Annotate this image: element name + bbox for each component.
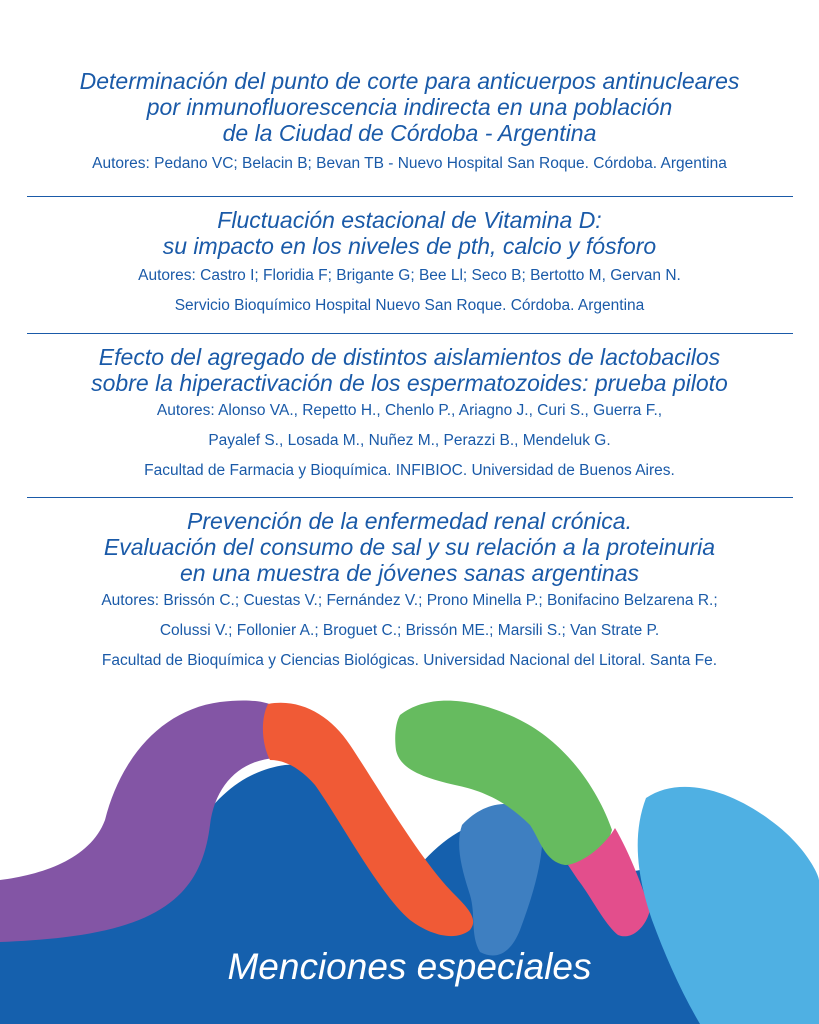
entry-authors-cont: Colussi V.; Follonier A.; Broguet C.; Brissón ME.; Marsili S.; Van Strate P.: [159, 622, 660, 639]
divider: [27, 196, 793, 197]
entry-title: [0, 344, 819, 396]
divider: [27, 333, 793, 334]
entry-1: [0, 68, 819, 182]
entry-title-line: sobre la hiperactivación de los espermatozoides: prueba piloto: [91, 370, 728, 396]
entry-authors: Autores: Pedano VC; Belacin B; Bevan TB - Nuevo Hospital San Roque. Córdoba. Argentina: [92, 155, 727, 172]
entry-title-line: Determinación del punto de corte para anticuerpos antinucleares: [79, 68, 740, 94]
divider: [27, 497, 793, 498]
entry-affiliation: Servicio Bioquímico Hospital Nuevo San Roque. Córdoba. Argentina: [174, 297, 645, 314]
entry-authors: Autores: Alonso VA., Repetto H., Chenlo P., Ariagno J., Curi S., Guerra F.,: [156, 402, 663, 419]
entry-affiliation: Facultad de Bioquímica y Ciencias Biológicas. Universidad Nacional del Litoral. Santa Fe.: [101, 652, 718, 669]
entry-title-line: su impacto en los niveles de pth, calcio y fósforo: [162, 233, 657, 259]
entry-4: [0, 508, 819, 676]
entry-title-line: de la Ciudad de Córdoba - Argentina: [222, 120, 597, 146]
entry-authors: Autores: Castro I; Floridia F; Brigante G; Bee Ll; Seco B; Bertotto M, Gervan N.: [138, 267, 681, 284]
entry-title: [0, 68, 819, 146]
entry-2: [0, 207, 819, 321]
entry-title-line: por inmunofluorescencia indirecta en una población: [146, 94, 673, 120]
section-title: Menciones especiales: [227, 946, 592, 987]
entry-affiliation: Facultad de Farmacia y Bioquímica. INFIBIOC. Universidad de Buenos Aires.: [144, 462, 675, 479]
entry-title: [0, 508, 819, 586]
entry-title-line: Prevención de la enfermedad renal crónica.: [187, 508, 632, 534]
entry-title-line: Efecto del agregado de distintos aislamientos de lactobacilos: [98, 344, 721, 370]
entry-title: [0, 207, 819, 259]
entry-title-line: Evaluación del consumo de sal y su relación a la proteinuria: [103, 534, 716, 560]
entry-title-line: Fluctuación estacional de Vitamina D:: [217, 207, 602, 233]
entry-authors: Autores: Brissón C.; Cuestas V.; Fernández V.; Prono Minella P.; Bonifacino Belzarena R.;: [101, 592, 718, 609]
entry-3: [0, 344, 819, 486]
entry-authors-cont: Payalef S., Losada M., Nuñez M., Perazzi B., Mendeluk G.: [208, 432, 611, 449]
entry-title-line: en una muestra de jóvenes sanas argentinas: [179, 560, 640, 586]
